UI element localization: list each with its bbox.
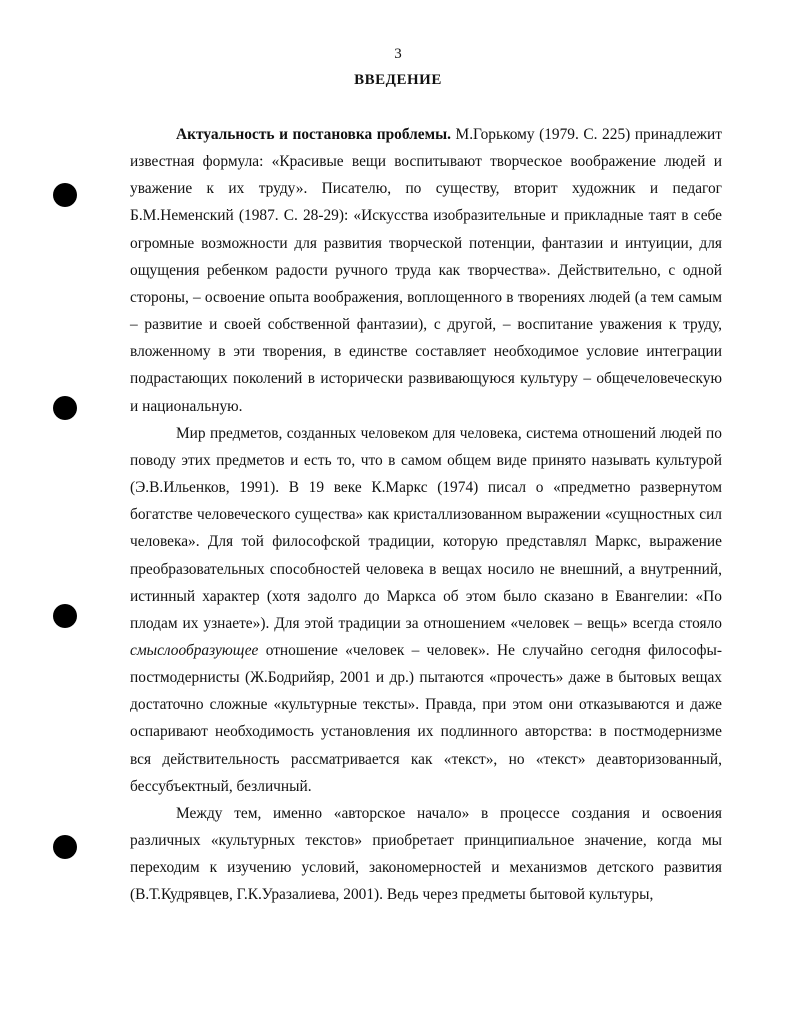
punch-hole-2	[53, 396, 77, 420]
body-text	[130, 121, 722, 909]
paragraph-1	[130, 121, 722, 420]
section-title: ВВЕДЕНИЕ	[354, 72, 442, 88]
paragraph-2-emphasis: смыслообразующее	[130, 641, 259, 659]
page-number: 3	[394, 46, 402, 62]
paragraph-2-before: Мир предметов, созданных человеком для человека, система отношений людей по поводу этих предметов и есть то, что в самом общем виде принято называть культурой (Э.В.Ильенков, 1991). В 19 веке К.Маркс (1974) писал о «предметно развернутом богатстве человеческого существа» как кристаллизованном выражении «сущностных сил человека». Для той философской традиции, которую представлял Маркс, выражение преобразовательных способностей человека в вещах носило не внешний, а внутренний, истинный характер (хотя задолго до Маркса об этом было сказано в Евангелии: «По плодам их узнаете»). Для этой традиции за отношением «человек – вещь» всегда стояло	[130, 424, 722, 632]
punch-hole-1	[53, 183, 77, 207]
punch-hole-3	[53, 604, 77, 628]
punch-hole-4	[53, 835, 77, 859]
paragraph-3	[130, 800, 722, 909]
paragraph-3-text: Между тем, именно «авторское начало» в процессе создания и освоения различных «культурных текстов» приобретает принципиальное значение, когда мы переходим к изучению условий, закономерностей и механизмов детского развития (В.Т.Кудрявцев, Г.К.Уразалиева, 2001). Ведь через предметы бытовой культуры,	[130, 804, 722, 904]
paragraph-2-after: отношение «человек – человек». Не случайно сегодня философы-постмодернисты (Ж.Бодрийяр, 2001 и др.) пытаются «прочесть» даже в бытовых вещах достаточно сложные «культурные тексты». Правда, при этом они отказываются и даже оспаривают необходимость установления их подлинного авторства: в постмодернизме вся действительность рассматривается как «текст», но «текст» деавторизованный, бессубъектный, безличный.	[130, 641, 722, 795]
paragraph-1-lead: Актуальность и постановка проблемы.	[176, 126, 451, 143]
paragraph-2	[130, 420, 722, 800]
paragraph-1-text: М.Горькому (1979. С. 225) принадлежит известная формула: «Красивые вещи воспитывают творческое воображение людей и уважение к их труду». Писателю, по существу, вторит художник и педагог Б.М.Неменский (1987. С. 28-29): «Искусства изобразительные и прикладные таят в себе огромные возможности для развития творческой потенции, фантазии и интуиции, для ощущения ребенком радости ручного труда как творчества». Действительно, с одной стороны, – освоение опыта воображения, воплощенного в творениях людей (а тем самым – развитие и своей собственной фантазии), с другой, – воспитание уважения к труду, вложенному в эти творения, в единстве составляет необходимое условие интеграции подрастающих поколений в исторически развивающуюся культуру – общечеловеческую и национальную.	[130, 126, 722, 415]
